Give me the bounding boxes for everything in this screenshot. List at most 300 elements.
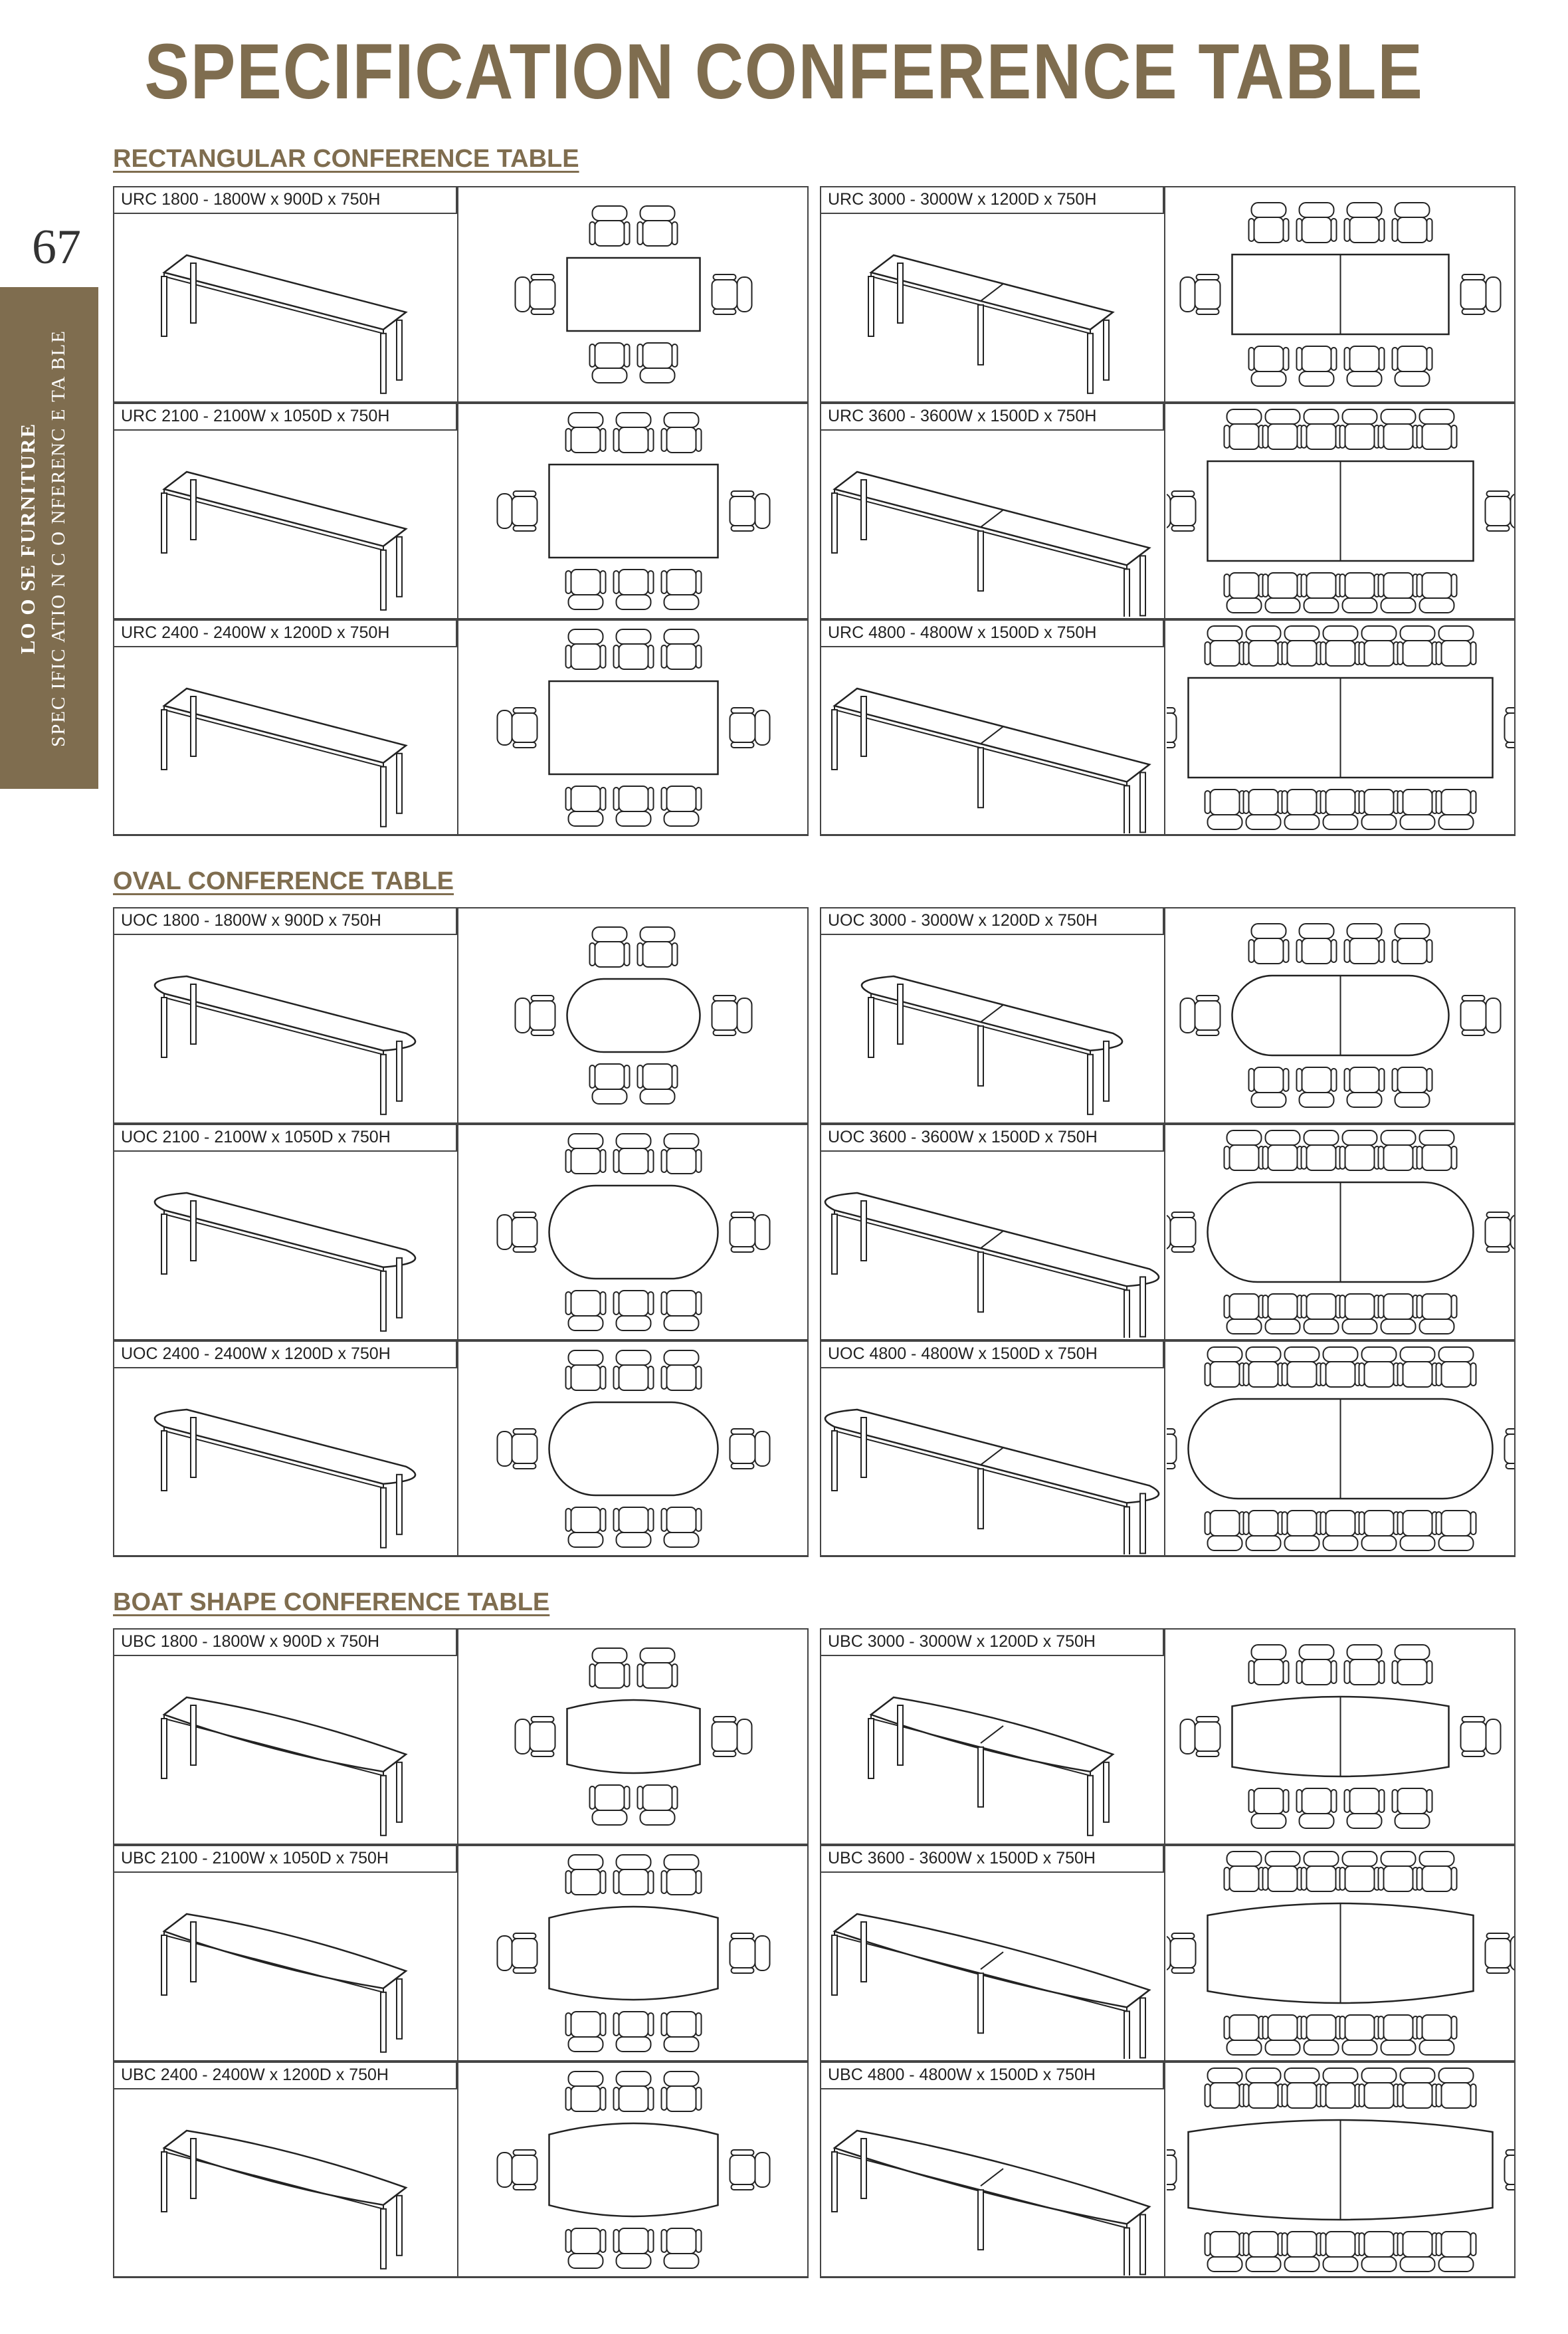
chair-icon xyxy=(662,1134,702,1174)
perspective-view xyxy=(832,1914,1149,2059)
chair-icon xyxy=(566,2012,606,2052)
table-leg xyxy=(161,493,167,553)
chair-icon xyxy=(1302,573,1341,613)
table-leg xyxy=(1104,1041,1109,1101)
plan-view xyxy=(1167,626,1514,829)
table-leg xyxy=(191,1201,196,1261)
perspective-view xyxy=(161,2131,406,2269)
chair-icon xyxy=(1302,1294,1341,1334)
table-leg xyxy=(978,2190,983,2250)
chair-icon xyxy=(662,413,702,453)
side-banner-text xyxy=(13,306,86,771)
chair-icon xyxy=(1340,1852,1380,1891)
chair-icon xyxy=(730,708,770,748)
table-perspective-drawing xyxy=(114,2091,456,2276)
chair-icon xyxy=(614,1855,654,1895)
seating-plan-drawing xyxy=(460,621,807,834)
table-leg xyxy=(161,1431,167,1491)
chair-icon xyxy=(1345,1788,1385,1828)
table-leg xyxy=(861,696,866,756)
chair-icon xyxy=(1181,274,1221,314)
table-leg xyxy=(381,1488,386,1548)
chair-icon xyxy=(566,786,606,826)
chair-icon xyxy=(1379,409,1419,449)
table-leg xyxy=(191,1922,196,1982)
chair-icon xyxy=(1205,2232,1245,2272)
chair-icon xyxy=(638,1785,678,1825)
table-leg xyxy=(397,537,402,597)
table-leg xyxy=(978,1026,983,1086)
chair-icon xyxy=(566,2228,606,2268)
chair-icon xyxy=(638,1648,678,1688)
chair-icon xyxy=(1359,790,1399,829)
chair-icon xyxy=(1225,409,1264,449)
chair-icon xyxy=(1417,573,1457,613)
chair-icon xyxy=(1436,1511,1476,1550)
chair-icon xyxy=(1340,409,1380,449)
table-perspective-drawing xyxy=(821,1874,1163,2059)
table-leg xyxy=(1140,1493,1145,1553)
table-perspective-drawing xyxy=(114,649,456,833)
perspective-view xyxy=(868,255,1113,393)
chair-icon xyxy=(1297,1067,1337,1107)
chair-icon xyxy=(1379,1294,1419,1334)
chair-icon xyxy=(1461,1717,1501,1756)
chair-icon xyxy=(1282,1347,1322,1387)
chair-icon xyxy=(614,413,654,453)
chair-icon xyxy=(1505,1429,1515,1469)
table-leg xyxy=(861,1922,866,1982)
perspective-view xyxy=(825,1193,1159,1338)
chair-icon xyxy=(1167,1429,1177,1469)
table-leg xyxy=(978,1252,983,1312)
table-perspective-drawing xyxy=(114,1874,456,2059)
seating-plan-drawing xyxy=(1167,405,1514,617)
chair-icon xyxy=(1302,1130,1341,1170)
column-divider xyxy=(1164,186,1165,403)
table-leg xyxy=(161,710,167,770)
product-spec-label: UOC 1800 - 1800W x 900D x 750H xyxy=(113,907,457,935)
plan-view xyxy=(516,927,752,1104)
table-top-perspective xyxy=(164,472,406,546)
table-leg xyxy=(861,1418,866,1477)
chair-icon xyxy=(1417,1852,1457,1891)
chair-icon xyxy=(1297,924,1337,964)
table-perspective-drawing xyxy=(114,1153,456,1338)
chair-icon xyxy=(1340,573,1380,613)
chair-icon xyxy=(1282,2068,1322,2108)
table-leg xyxy=(161,2152,167,2212)
product-spec-label: UOC 2100 - 2100W x 1050D x 750H xyxy=(113,1124,457,1152)
chair-icon xyxy=(1225,573,1264,613)
product-spec-label: UBC 2100 - 2100W x 1050D x 750H xyxy=(113,1845,457,1873)
table-leg xyxy=(191,984,196,1044)
product-spec-label: UBC 3600 - 3600W x 1500D x 750H xyxy=(820,1845,1164,1873)
chair-icon xyxy=(590,1064,630,1104)
chair-icon xyxy=(662,1507,702,1547)
chair-icon xyxy=(1321,2068,1361,2108)
chair-icon xyxy=(730,1212,770,1252)
table-leg xyxy=(397,1979,402,2039)
table-leg xyxy=(161,1935,167,1995)
section-title-oval: OVAL CONFERENCE TABLE xyxy=(113,867,454,895)
column-divider xyxy=(457,1340,458,1557)
chair-icon xyxy=(566,570,606,609)
chair-icon xyxy=(712,996,752,1035)
chair-icon xyxy=(1486,491,1515,531)
chair-icon xyxy=(1244,2068,1284,2108)
chair-icon xyxy=(638,206,678,246)
table-perspective-drawing xyxy=(821,432,1163,617)
column-divider xyxy=(1164,1845,1165,2062)
page-title: SPECIFICATION CONFERENCE TABLE xyxy=(144,28,1424,116)
chair-icon xyxy=(1244,626,1284,666)
perspective-view xyxy=(155,1193,415,1331)
column-divider xyxy=(1164,907,1165,1124)
chair-icon xyxy=(614,629,654,669)
side-banner-line1: LO O SE FURNITURE xyxy=(16,422,39,655)
table-leg xyxy=(861,2139,866,2198)
column-divider xyxy=(457,619,458,836)
seating-plan-drawing xyxy=(460,1630,807,1843)
chair-icon xyxy=(662,1291,702,1330)
plan-view xyxy=(498,2071,770,2268)
chair-icon xyxy=(1249,203,1289,243)
chair-icon xyxy=(614,2071,654,2111)
chair-icon xyxy=(1398,626,1438,666)
table-leg xyxy=(898,984,903,1044)
table-leg xyxy=(191,263,196,323)
column-divider xyxy=(457,403,458,619)
seating-plan-drawing xyxy=(460,405,807,617)
seating-plan-drawing xyxy=(1167,2064,1514,2276)
table-leg xyxy=(397,1475,402,1535)
chair-icon xyxy=(1461,274,1501,314)
chair-icon xyxy=(1282,626,1322,666)
table-leg xyxy=(397,1762,402,1822)
chair-icon xyxy=(1205,1511,1245,1550)
seating-plan-drawing xyxy=(460,1126,807,1338)
table-top-plan xyxy=(549,1186,718,1279)
table-leg xyxy=(1140,2214,1145,2274)
chair-icon xyxy=(1263,409,1303,449)
table-top-perspective xyxy=(164,1914,406,1988)
chair-icon xyxy=(1249,924,1289,964)
chair-icon xyxy=(662,1855,702,1895)
chair-icon xyxy=(1297,203,1337,243)
chair-icon xyxy=(662,570,702,609)
table-leg xyxy=(191,696,196,756)
chair-icon xyxy=(638,343,678,383)
chair-icon xyxy=(1249,346,1289,386)
chair-icon xyxy=(1249,1788,1289,1828)
chair-icon xyxy=(1249,1645,1289,1685)
table-leg xyxy=(978,1747,983,1807)
chair-icon xyxy=(1167,1212,1196,1252)
table-perspective-drawing xyxy=(114,936,456,1121)
table-perspective-drawing xyxy=(821,649,1163,833)
chair-icon xyxy=(662,2012,702,2052)
chair-icon xyxy=(1340,1294,1380,1334)
chair-icon xyxy=(1321,790,1361,829)
chair-icon xyxy=(1359,626,1399,666)
chair-icon xyxy=(1263,1294,1303,1334)
chair-icon xyxy=(1379,2015,1419,2055)
chair-icon xyxy=(1167,708,1177,748)
table-leg xyxy=(978,748,983,807)
seating-plan-drawing xyxy=(1167,909,1514,1122)
chair-icon xyxy=(730,491,770,531)
chair-icon xyxy=(1398,2068,1438,2108)
chair-icon xyxy=(1205,1347,1245,1387)
chair-icon xyxy=(1398,790,1438,829)
chair-icon xyxy=(1302,409,1341,449)
table-leg xyxy=(381,1055,386,1114)
chair-icon xyxy=(1505,2150,1515,2190)
product-spec-label: UOC 4800 - 4800W x 1500D x 750H xyxy=(820,1340,1164,1368)
table-leg xyxy=(381,1992,386,2052)
plan-view xyxy=(1181,924,1501,1107)
seating-plan-drawing xyxy=(1167,1630,1514,1843)
table-leg xyxy=(868,276,874,336)
table-leg xyxy=(978,531,983,591)
chair-icon xyxy=(1302,1852,1341,1891)
chair-icon xyxy=(1359,1511,1399,1550)
table-leg xyxy=(397,1041,402,1101)
table-top-plan xyxy=(567,258,700,331)
chair-icon xyxy=(1205,790,1245,829)
page-number: 67 xyxy=(32,220,81,274)
chair-icon xyxy=(1263,1852,1303,1891)
perspective-view xyxy=(161,1697,406,1836)
table-leg xyxy=(1140,1277,1145,1336)
chair-icon xyxy=(1249,1067,1289,1107)
chair-icon xyxy=(1282,1511,1322,1550)
product-spec-label: URC 2100 - 2100W x 1050D x 750H xyxy=(113,403,457,431)
perspective-view xyxy=(862,976,1122,1114)
chair-icon xyxy=(1263,573,1303,613)
chair-icon xyxy=(498,1429,538,1469)
chair-icon xyxy=(1225,1294,1264,1334)
seating-plan-drawing xyxy=(1167,621,1514,834)
plan-view xyxy=(516,1648,752,1825)
chair-icon xyxy=(590,206,630,246)
perspective-view xyxy=(825,1410,1159,1554)
product-spec-label: UBC 4800 - 4800W x 1500D x 750H xyxy=(820,2062,1164,2089)
table-perspective-drawing xyxy=(821,2091,1163,2276)
chair-icon xyxy=(1345,1067,1385,1107)
chair-icon xyxy=(1181,1717,1221,1756)
chair-icon xyxy=(1297,1788,1337,1828)
chair-icon xyxy=(1345,203,1385,243)
table-perspective-drawing xyxy=(114,432,456,617)
chair-icon xyxy=(566,2071,606,2111)
chair-icon xyxy=(1225,1130,1264,1170)
chair-icon xyxy=(1436,790,1476,829)
perspective-view xyxy=(832,689,1149,833)
table-perspective-drawing xyxy=(821,1657,1163,1842)
table-leg xyxy=(898,1705,903,1765)
table-top-plan xyxy=(549,2123,718,2216)
table-leg xyxy=(397,1258,402,1318)
chair-icon xyxy=(712,1717,752,1756)
table-leg xyxy=(978,305,983,365)
seating-plan-drawing xyxy=(1167,1126,1514,1338)
chair-icon xyxy=(1398,2232,1438,2272)
chair-icon xyxy=(566,1855,606,1895)
table-top-plan xyxy=(549,1907,718,2000)
column-divider xyxy=(457,2062,458,2278)
table-leg xyxy=(381,2209,386,2269)
table-leg xyxy=(1088,1776,1093,1836)
plan-view xyxy=(1167,1852,1514,2055)
table-leg xyxy=(1088,334,1093,393)
table-leg xyxy=(1124,2228,1129,2276)
column-divider xyxy=(1164,1628,1165,1845)
chair-icon xyxy=(1505,708,1515,748)
chair-icon xyxy=(498,491,538,531)
section-title-boat: BOAT SHAPE CONFERENCE TABLE xyxy=(113,1588,550,1616)
column-divider xyxy=(1164,403,1165,619)
chair-icon xyxy=(1359,1347,1399,1387)
plan-view xyxy=(498,1350,770,1547)
chair-icon xyxy=(1379,1852,1419,1891)
table-leg xyxy=(397,320,402,380)
seating-plan-drawing xyxy=(1167,188,1514,401)
table-leg xyxy=(1124,1290,1129,1338)
chair-icon xyxy=(566,1507,606,1547)
chair-icon xyxy=(1167,1933,1196,1973)
chair-icon xyxy=(1321,2232,1361,2272)
chair-icon xyxy=(566,1291,606,1330)
chair-icon xyxy=(1321,1511,1361,1550)
product-spec-label: UBC 1800 - 1800W x 900D x 750H xyxy=(113,1628,457,1656)
chair-icon xyxy=(1486,1933,1515,1973)
chair-icon xyxy=(662,2071,702,2111)
plan-view xyxy=(1167,1347,1514,1550)
chair-icon xyxy=(1398,1347,1438,1387)
chair-icon xyxy=(1263,1130,1303,1170)
chair-icon xyxy=(1417,2015,1457,2055)
chair-icon xyxy=(1205,626,1245,666)
column-divider xyxy=(457,186,458,403)
table-leg xyxy=(191,1705,196,1765)
chair-icon xyxy=(1436,1347,1476,1387)
chair-icon xyxy=(1225,1852,1264,1891)
plan-view xyxy=(1167,409,1514,613)
chair-icon xyxy=(1205,2068,1245,2108)
seating-plan-drawing xyxy=(460,2064,807,2276)
table-leg xyxy=(832,710,837,770)
chair-icon xyxy=(516,274,555,314)
table-top-plan xyxy=(549,465,718,558)
chair-icon xyxy=(1263,2015,1303,2055)
chair-icon xyxy=(1393,1645,1432,1685)
chair-icon xyxy=(1282,790,1322,829)
table-leg xyxy=(161,1214,167,1274)
perspective-view xyxy=(155,1410,415,1548)
seating-plan-drawing xyxy=(460,1342,807,1555)
plan-view xyxy=(498,629,770,826)
perspective-view xyxy=(832,2131,1149,2276)
table-top-plan xyxy=(549,1402,718,1495)
chair-icon xyxy=(1321,626,1361,666)
column-divider xyxy=(457,907,458,1124)
chair-icon xyxy=(566,413,606,453)
chair-icon xyxy=(1181,996,1221,1035)
product-spec-label: UBC 3000 - 3000W x 1200D x 750H xyxy=(820,1628,1164,1656)
chair-icon xyxy=(638,1064,678,1104)
chair-icon xyxy=(662,786,702,826)
chair-icon xyxy=(1417,1294,1457,1334)
chair-icon xyxy=(1345,924,1385,964)
table-leg xyxy=(381,550,386,610)
chair-icon xyxy=(1379,1130,1419,1170)
column-divider xyxy=(457,1124,458,1340)
table-leg xyxy=(381,334,386,393)
plan-view xyxy=(1167,1130,1514,1334)
column-divider xyxy=(1164,2062,1165,2278)
table-leg xyxy=(397,754,402,813)
column-divider xyxy=(457,1628,458,1845)
table-leg xyxy=(191,480,196,540)
chair-icon xyxy=(1393,1788,1432,1828)
chair-icon xyxy=(1393,346,1432,386)
chair-icon xyxy=(1340,2015,1380,2055)
plan-view xyxy=(1181,203,1501,386)
chair-icon xyxy=(1321,1347,1361,1387)
table-top-perspective xyxy=(164,255,406,330)
table-perspective-drawing xyxy=(114,1657,456,1842)
plan-view xyxy=(498,1855,770,2052)
chair-icon xyxy=(1345,346,1385,386)
chair-icon xyxy=(1244,2232,1284,2272)
table-leg xyxy=(191,1418,196,1477)
column-divider xyxy=(1164,619,1165,836)
section-title-rectangular: RECTANGULAR CONFERENCE TABLE xyxy=(113,145,579,173)
chair-icon xyxy=(1297,346,1337,386)
chair-icon xyxy=(614,1291,654,1330)
seating-plan-drawing xyxy=(460,909,807,1122)
table-perspective-drawing xyxy=(821,1153,1163,1338)
seating-plan-drawing xyxy=(460,1847,807,2060)
table-leg xyxy=(381,767,386,827)
perspective-view xyxy=(161,1914,406,2052)
product-spec-label: URC 3600 - 3600W x 1500D x 750H xyxy=(820,403,1164,431)
table-leg xyxy=(1140,772,1145,832)
seating-plan-drawing xyxy=(1167,1342,1514,1555)
product-spec-label: UBC 2400 - 2400W x 1200D x 750H xyxy=(113,2062,457,2089)
column-divider xyxy=(1164,1124,1165,1340)
table-leg xyxy=(1104,320,1109,380)
chair-icon xyxy=(662,1350,702,1390)
table-leg xyxy=(1124,786,1129,833)
table-leg xyxy=(161,276,167,336)
chair-icon xyxy=(590,927,630,967)
product-spec-label: URC 4800 - 4800W x 1500D x 750H xyxy=(820,619,1164,647)
chair-icon xyxy=(614,2012,654,2052)
seating-plan-drawing xyxy=(460,188,807,401)
table-perspective-drawing xyxy=(114,215,456,400)
chair-icon xyxy=(590,343,630,383)
chair-icon xyxy=(566,629,606,669)
chair-icon xyxy=(1436,2068,1476,2108)
chair-icon xyxy=(614,786,654,826)
chair-icon xyxy=(638,927,678,967)
table-leg xyxy=(397,2196,402,2256)
chair-icon xyxy=(614,1134,654,1174)
chair-icon xyxy=(1302,2015,1341,2055)
